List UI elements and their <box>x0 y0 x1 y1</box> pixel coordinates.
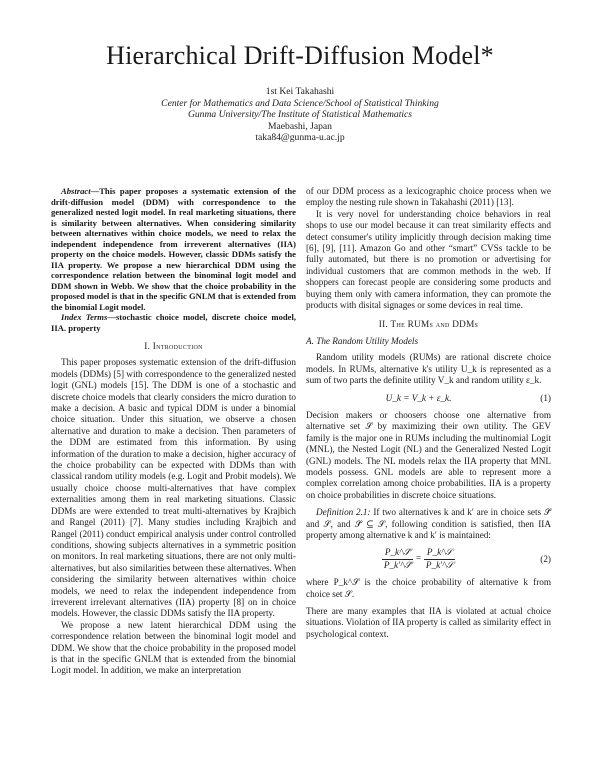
eq2-lhs-numerator: P_k^𝒮̃ <box>382 547 413 559</box>
section-2-heading: II. The RUMs and DDMs <box>378 319 479 330</box>
author-name: 1st Kei Takahashi <box>265 86 335 97</box>
eq2-rhs-numerator: P_k^𝒮 <box>424 547 455 559</box>
eq2-lhs-denominator: P_k′^𝒮̃ <box>383 559 412 570</box>
equation-2-rhs-fraction <box>424 547 455 571</box>
author-affiliation-1: Center for Mathematics and Data Science/School of Statistical Thinking <box>161 97 439 109</box>
definition-2-1 <box>306 507 551 541</box>
index-terms <box>51 312 296 333</box>
left-column <box>51 186 296 677</box>
equation-1-number: (1) <box>540 392 551 403</box>
rum-paragraph-3: where P_k^𝒮 is the choice probability of alternative k from choice set 𝒮. <box>306 577 551 599</box>
eq2-equals-sign: = <box>415 553 424 564</box>
rum-paragraph-1: Random utility models (RUMs) are rational discrete choice models. In RUMs, alternative k's utility U_k is represented as a sum of two parts the definite utility V_k and random utility ε_k. <box>306 352 551 386</box>
rum-paragraph-2: Decision makers or choosers choose one alternative from alternative set 𝒮 by maximizing their own utility. The GEV family is the major one in RUMs including the multinomial Logit (MNL), the Nested Logit (NL) and the Generalized Nested Logit (GNL) models. The NL models relax the IIA property that MNL models possess. GNL models are able to represent more a complex correlation among choice probabilities. IIA is a property on choice probabilities in discrete choice situations. <box>306 409 551 500</box>
author-affiliation-2: Gunma University/The Institute of Statistical Mathematics <box>187 109 413 120</box>
equation-1 <box>306 393 551 404</box>
definition-lead: Definition 2.1: <box>316 507 371 518</box>
paper-title: Hierarchical Drift-Diffusion Model* <box>106 41 494 70</box>
index-terms-text: —stochastic choice model, discrete choice model, IIA. property <box>51 312 296 333</box>
right-column <box>306 186 551 640</box>
equation-2-lhs-fraction <box>382 547 413 571</box>
eq2-rhs-denominator: P_k′^𝒮 <box>425 559 454 570</box>
equation-1-body: U_k = V_k + ε_k. <box>385 392 452 403</box>
abstract-text: —This paper proposes a systematic extension of the drift-diffusion model (DDM) with correspondence to the generalized nested logit model. In real marketing situations, there is similarity between alternatives. When considering similarity between alternatives within choice models, we need to relax the independent independence from irreverent alternatives (IIA) property on the choice models. However, classic DDMs satisfy the IIA property. We propose a new hierarchical DDM using the correspondence relation between the binominal logit model and DDM shown in Webb. We show that the choice probability in the proposed model is that in the specific GNLM that is extended from the binomial Logit model. <box>51 186 296 312</box>
index-terms-lead: Index Terms <box>61 312 108 322</box>
abstract <box>51 186 296 312</box>
intro-paragraph-3: It is very novel for understanding choice behaviors in real shops to use our model because it can treat similarity effects and detect consumer's utility implicitly through decision making time [6], [9], [11]. Amazon Go and other “smart” CVSs tackle to be fully automated, but there is no promotion or advertising for individual customers that are common methods in the web. If shoppers can forecast people are considering some products and buying them only with camera information, they can promote the products with disital signages or some devices in real time. <box>306 208 551 311</box>
subsection-a-heading: A. The Random Utility Models <box>306 335 419 346</box>
equation-2 <box>306 547 551 571</box>
section-1-heading: I. Introduction <box>144 341 203 351</box>
author-city: Maebashi, Japan <box>268 120 332 132</box>
intro-paragraph-1: This paper proposes systematic extension of the drift-diffusion models (DDMs) [5] with correspondence to the generalized nested logit (GNL) models [15]. The DDM is one of a stochastic and discrete choice models that clearly considers the micro duration to make a decision. A basic and typical DDM is under a binomial choice situation. Under this situation, we observe a chosen alternative and duration to make a decision. Then parameters of the DDM are estimated from this information. By using information of the duration to make a decision, higher accuracy of the choice probability can be expected with DDMs than with classical random utility models (e.g. Logit and Probit models). We usually choice choose multi-alternatives that have complex externalities among them in real marketing situations. Classic DDMs are were extended to treat multi-alternatives by Krajbich and Rangel (2011) [7]. Many studies including Krajbich and Rangel (2011) conduct empirical analysis under control controlled conditions, showing subjects alternatives in a symmetric position on monitors. In real marketing situations, there are not only multi-alternatives, but also similarities between these alternatives. When considering the similarity between alternatives within choice models, we need to relax the independent independence from irreverent irrelevant alternatives (IIA) property [8] on in choice models. However, the classic DDMs satisfy the IIA property. <box>51 357 296 619</box>
equation-2-number: (2) <box>540 553 551 564</box>
definition-text: If two alternatives k and k′ are in choice sets 𝒮̃ and 𝒮, and 𝒮̃ ⊆ 𝒮, following condition is satisfied, then IIA property among alternative k and k′ is maintained: <box>306 507 551 540</box>
intro-continued-paragraph: of our DDM process as a lexicographic choice process when we employ the nesting rule shown in Takahashi (2011) [13]. <box>306 186 551 208</box>
abstract-lead: Abstract <box>61 186 91 196</box>
author-email: taka84@gunma-u.ac.jp <box>255 132 345 143</box>
author-block <box>0 86 600 144</box>
intro-paragraph-2: We propose a new latent hierarchical DDM using the correspondence relation between the binominal logit model and DDM. We show that the choice probability in the proposed model is that in the specific GNLM that is extended from the binomial Logit model. In addition, we make an interpretation <box>51 619 296 676</box>
equation-2-body <box>306 547 531 571</box>
rum-paragraph-4: There are many examples that IIA is violated at actual choice situations. Violation of IIA property is called as similarity effect in psychological context. <box>306 606 551 639</box>
